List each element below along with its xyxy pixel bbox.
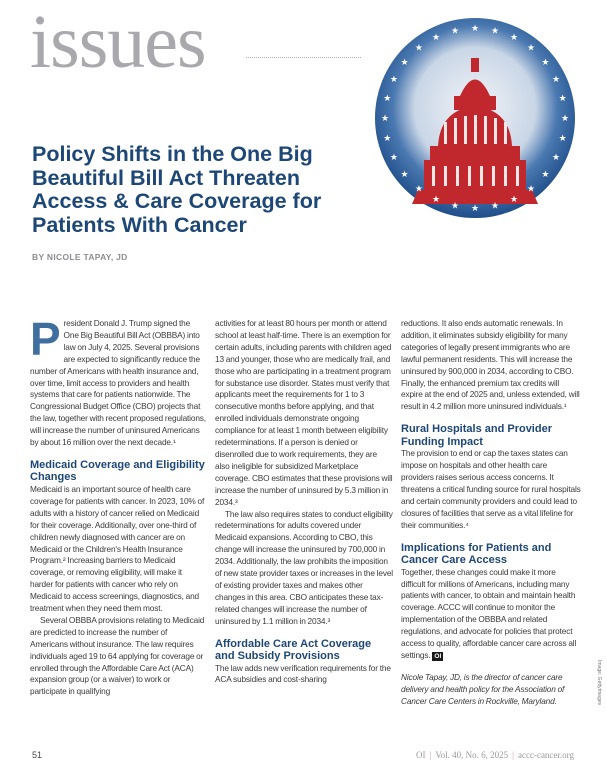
paragraph: The provision to end or cap the taxes states can impose on hospitals and other health care providers raises serious access concerns. It threatens a critical funding source for rural hospitals and certain community providers and could lead to closures of facilities that serve as a vital lifeline for their communities.⁴ (401, 448, 581, 530)
star-icon: ★ (470, 203, 480, 213)
star-icon: ★ (450, 25, 460, 36)
star-icon: ★ (431, 194, 441, 205)
paragraph-continued: activities for at least 80 hours per month or attend school at least half-time. There is an exemption for certain adults, including parents with children aged 13 and younger, those who are medically frail, and those who are participating in a treatment program for substance use disorder. States must verify that applicants meet the requirements for 1 to 3 consecutive months before applying, and that enrolled individuals demonstrate ongoing compliance for at least 1 month between eligibility redeterminations. If a person is denied or disenrolled due to work requirements, they are also ineligible for subsidized Marketplace coverage. CBO estimates that these provisions will increase the number of uninsured by 5.3 million in 2034.³ (215, 318, 393, 507)
section-heading: Rural Hospitals and Provider Funding Impact (401, 423, 552, 448)
section-heading: Medicaid Coverage and Eligibility Changes (30, 458, 205, 484)
section-title: issues (30, 0, 206, 84)
star-icon: ★ (560, 113, 570, 123)
issue-info: Vol. 40, No. 6, 2025 (435, 750, 509, 760)
footer (416, 750, 574, 760)
star-icon: ★ (383, 133, 392, 143)
section-heading: Affordable Care Act Coverage and Subsidy Provisions (215, 637, 372, 663)
star-icon: ★ (509, 31, 519, 42)
star-icon: ★ (552, 74, 561, 84)
star-icon: ★ (527, 42, 536, 53)
star-icon: ★ (490, 200, 500, 211)
star-icon: ★ (414, 183, 423, 194)
star-icon: ★ (527, 183, 536, 194)
intro-paragraph: resident Donald J. Trump signed the One Big Beautiful Bill Act (OBBBA) into law on July 4, 2025. Several provisions are expected to significantly reduce the number of Americans with health insurance and, over time, limit access to providers and health systems that care for patients nationwide. The Congressional Budget Office (CBO) projects that the law, together with recent proposed regulations, will increase the number of uninsured Americans by about 16 million over the next decade.¹ (30, 318, 206, 448)
column-3 (401, 318, 581, 708)
star-icon: ★ (431, 31, 441, 42)
star-icon: ★ (383, 93, 392, 103)
capitol-dome-illustration (368, 18, 578, 228)
star-icon: ★ (400, 169, 409, 180)
star-icon: ★ (509, 194, 519, 205)
star-icon: ★ (541, 169, 550, 180)
star-icon: ★ (389, 74, 398, 84)
page-number: 51 (32, 750, 43, 760)
star-icon: ★ (450, 200, 460, 211)
star-icon: ★ (389, 152, 398, 162)
paragraph: Together, these changes could make it more difficult for millions of Americans, including many patients with cancer, to obtain and maintain health coverage. ACCC will continue to monitor the implementation of the OBBBA and related regulations, and advocate for policies that protect access to quality, affordable cancer care across all settings. (401, 566, 577, 660)
star-icon: ★ (541, 56, 550, 67)
section-heading: Implications for Patients and Cancer Care Access (401, 541, 552, 567)
star-icon: ★ (558, 133, 567, 143)
separator: | (429, 750, 432, 760)
paragraph: Medicaid is an important source of health care coverage for patients with cancer. In 2023, 10% of adults with a history of cancer relied on Medicaid for their coverage. Additionally, over one-third of children newly diagnosed with cancer are on Medicaid or the Children's Health Insurance Program.² Increasing barriers to Medicaid coverage, or removing eligibility, will make it harder for patients with cancer who rely on Medicaid to access screenings, diagnostics, and treatment when they need them most. (30, 483, 205, 614)
paragraph-continued: reductions. It also ends automatic renewals. In addition, it eliminates subsidy eligibility for many categories of legally present immigrants who are lawful permanent residents. This will increase the uninsured by 900,000 in 2034, according to CBO. Finally, the enhanced premium tax credits will expire at the end of 2025 and, unless extended, will result in 4.2 million more uninsured individuals.¹ (401, 318, 580, 412)
star-icon: ★ (552, 152, 561, 162)
author-bio: Nicole Tapay, JD, is the director of cancer care delivery and health policy for the Association of Cancer Care Centers in Rockville, Maryland. (401, 671, 565, 706)
paragraph: Several OBBBA provisions relating to Medicaid are predicted to increase the number of Americans without insurance. The law requires individuals aged 19 to 64 applying for coverage or enrolled through the Affordable Care Act (ACA) expansion group (or a waiver) to work or participate in qualifying (30, 614, 205, 697)
drop-cap: P (30, 313, 61, 365)
image-credit: Image: GettyImages (596, 660, 602, 706)
star-icon: ★ (490, 25, 500, 36)
separator: | (512, 750, 514, 760)
column-2 (215, 318, 393, 686)
website-link[interactable]: accc-cancer.org (517, 750, 575, 760)
star-icon: ★ (380, 113, 390, 123)
byline: BY NICOLE TAPAY, JD (32, 252, 128, 262)
end-mark: OI (434, 652, 442, 660)
dotted-divider (246, 57, 361, 58)
article-title: Policy Shifts in the One Big Beautiful Bill Act Threaten Access & Care Coverage for Patients With Cancer (32, 142, 322, 237)
star-icon: ★ (470, 23, 480, 33)
paragraph: The law also requires states to conduct eligibility redeterminations for adults covered under Medicaid expansions. According to CBO, this change will increase the uninsured by 700,000 in 2034. Additionally, the law prohibits the imposition of new state provider taxes or increases in the level of existing provider taxes and makes other changes in this area. CBO anticipates these tax-related changes will increase the number of uninsured by 1.1 million in 2034.³ (215, 508, 393, 626)
column-1 (30, 313, 206, 698)
star-icon: ★ (558, 93, 567, 103)
star-icon: ★ (414, 42, 423, 53)
paragraph: The law adds new verification requirements for the ACA subsidies and cost-sharing (215, 662, 391, 685)
star-icon: ★ (400, 56, 409, 67)
journal-name: OI (416, 750, 426, 760)
